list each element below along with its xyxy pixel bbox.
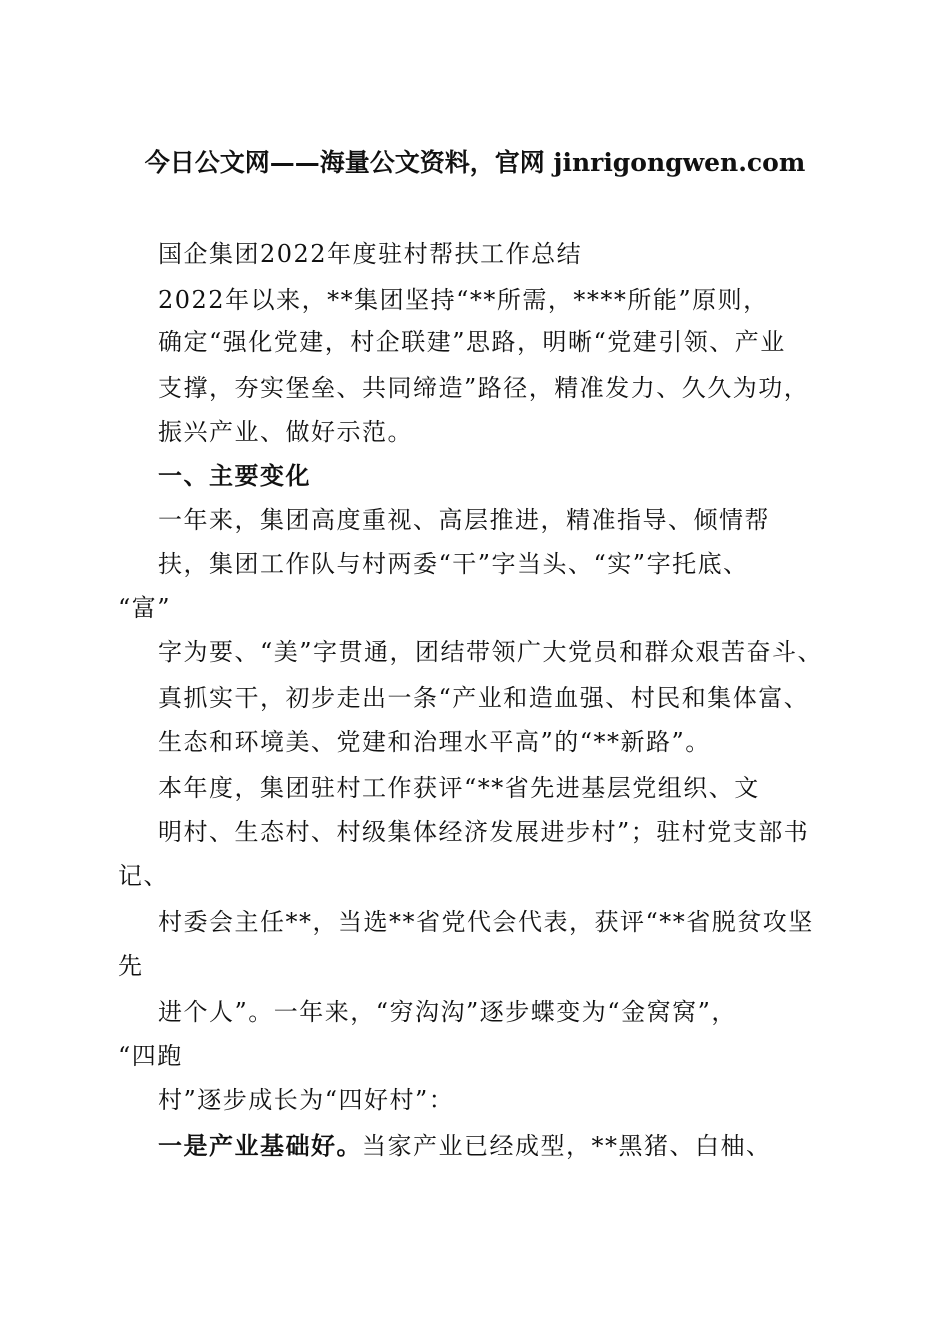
section1-line-7: 本年度，集团驻村工作获评“**省先进基层党组织、文 [158, 774, 760, 802]
section1-line-8: 明村、生态村、村级集体经济发展进步村”；驻村党支部书 [158, 818, 810, 846]
point-one-text: 当家产业已经成型，**黑猪、白柚、 [362, 1132, 772, 1160]
industry-foundation-paragraph [158, 1128, 772, 1164]
section1-line-12: 进个人”。一年来，“穷沟沟”逐步蝶变为“金窝窝”， [158, 998, 737, 1026]
section1-line-10: 村委会主任**，当选**省党代会代表，获评“**省脱贫攻坚 [158, 908, 814, 936]
intro-line-2: 确定“强化党建，村企联建”思路，明晰“党建引领、产业 [158, 328, 786, 356]
section1-line-4: 字为要、“美”字贯通，团结带领广大党员和群众艰苦奋斗、 [158, 638, 824, 666]
intro-line-3: 支撑，夯实堡垒、共同缔造”路径，精准发力、久久为功， [158, 374, 810, 402]
point-one-lead: 一是产业基础好。 [158, 1132, 362, 1160]
section-heading-main-changes: 一、主要变化 [158, 462, 311, 490]
intro-line-4: 振兴产业、做好示范。 [158, 418, 413, 446]
section1-line-6: 生态和环境美、党建和治理水平高”的“**新路”。 [158, 728, 711, 756]
intro-line-1: 2022年以来，**集团坚持“**所需，****所能”原则， [158, 286, 769, 314]
section1-line-3: “富” [118, 594, 172, 622]
section1-line-9: 记、 [118, 862, 169, 890]
document-title: 国企集团2022年度驻村帮扶工作总结 [158, 240, 583, 268]
section1-line-14: 村”逐步成长为“四好村”： [158, 1086, 455, 1114]
section1-line-1: 一年来，集团高度重视、高层推进，精准指导、倾情帮 [158, 506, 770, 534]
section1-line-2: 扶，集团工作队与村两委“干”字当头、“实”字托底、 [158, 550, 749, 578]
section1-line-5: 真抓实干，初步走出一条“产业和造血强、村民和集体富、 [158, 684, 810, 712]
section1-line-13: “四跑 [118, 1042, 183, 1070]
section1-line-11: 先 [118, 952, 144, 980]
site-header-banner: 今日公文网——海量公文资料，官网 jinrigongwen.com [144, 148, 806, 177]
